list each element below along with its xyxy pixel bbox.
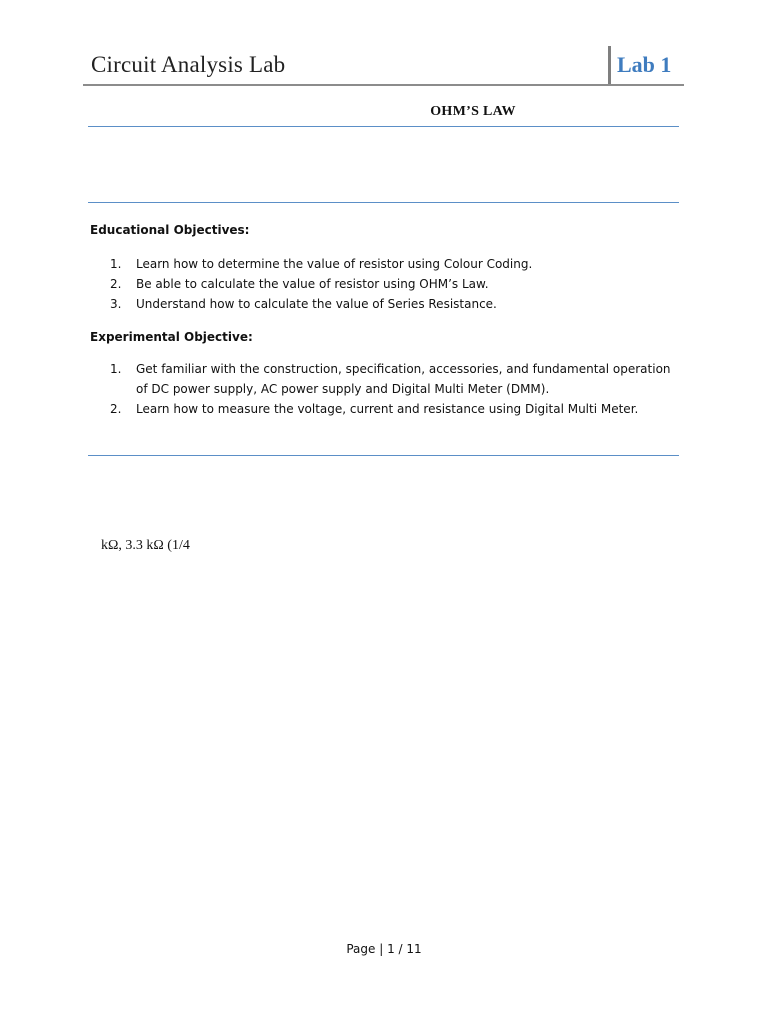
course-title: Circuit Analysis Lab (91, 52, 286, 77)
experimental-objective-heading: Experimental Objective: (90, 330, 253, 344)
list-item-text: Be able to calculate the value of resistor using OHM’s Law. (136, 277, 489, 291)
document-title: OHM’S LAW (430, 104, 516, 119)
list-item (90, 359, 680, 399)
equipment-text-fragment: kΩ, 3.3 kΩ (1/4 (101, 538, 190, 553)
educational-objectives-list (90, 254, 680, 314)
list-item (90, 399, 680, 419)
header-separator (608, 46, 611, 84)
list-item (90, 294, 680, 314)
list-item (90, 274, 680, 294)
lab-number-label: Lab 1 (617, 52, 672, 77)
list-item-number: 1. (110, 257, 122, 271)
list-item-text: Get familiar with the construction, specification, accessories, and fundamental operation of DC power supply, AC power supply and Digital Multi Meter (DMM). (136, 362, 671, 396)
list-item (90, 254, 680, 274)
list-item-text: Learn how to measure the voltage, current and resistance using Digital Multi Meter. (136, 402, 639, 416)
page-header (83, 44, 684, 86)
educational-objectives-section (90, 220, 680, 314)
list-item-number: 3. (110, 297, 122, 311)
section-divider (88, 455, 679, 456)
title-divider-top (88, 126, 679, 127)
page-number-footer: Page | 1 / 11 (346, 942, 422, 956)
educational-objectives-heading: Educational Objectives: (90, 223, 250, 237)
list-item-number: 2. (110, 277, 122, 291)
list-item-text: Understand how to calculate the value of Series Resistance. (136, 297, 497, 311)
list-item-text: Learn how to determine the value of resistor using Colour Coding. (136, 257, 533, 271)
list-item-number: 2. (110, 402, 122, 416)
experimental-objective-list (90, 359, 680, 419)
experimental-objective-section (90, 327, 680, 419)
list-item-number: 1. (110, 362, 122, 376)
title-divider-bottom (88, 202, 679, 203)
